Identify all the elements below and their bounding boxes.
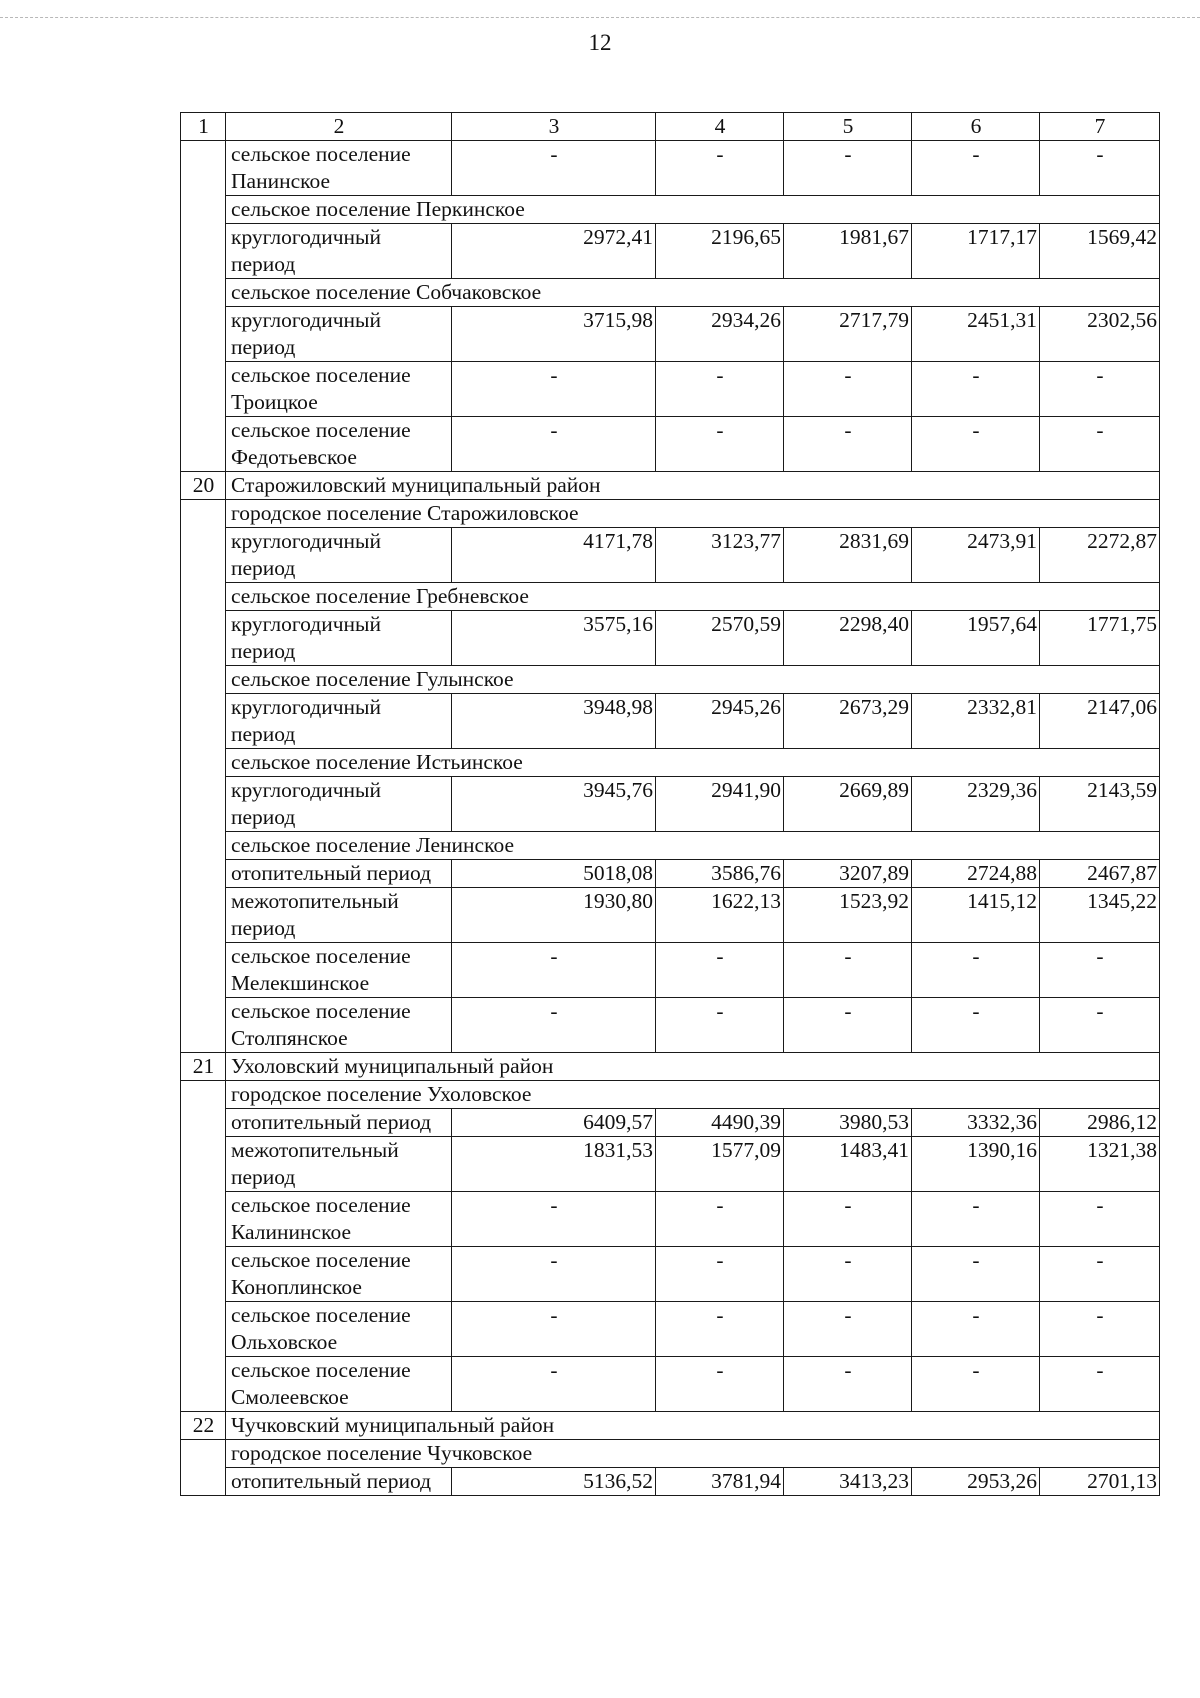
value-cell: 2570,59: [656, 611, 784, 666]
value-cell: 3781,94: [656, 1468, 784, 1496]
value-cell: 1930,80: [452, 888, 656, 943]
district-name: Ухоловский муниципальный район: [226, 1053, 1160, 1081]
period-row: [181, 777, 1160, 832]
header-cell: 6: [912, 113, 1040, 141]
settlement-name: сельское поселение Ольховское: [226, 1302, 452, 1357]
empty-value-cell: -: [1040, 417, 1160, 472]
header-cell: 4: [656, 113, 784, 141]
empty-value-cell: -: [784, 998, 912, 1053]
tariff-table: [180, 112, 1160, 1496]
value-cell: 2298,40: [784, 611, 912, 666]
empty-value-cell: -: [784, 1302, 912, 1357]
value-cell: 3715,98: [452, 307, 656, 362]
value-cell: 3413,23: [784, 1468, 912, 1496]
district-row: [181, 472, 1160, 500]
district-row: [181, 1412, 1160, 1440]
index-cell-empty: [181, 500, 226, 1053]
period-label: межотопительный период: [226, 888, 452, 943]
value-cell: 3123,77: [656, 528, 784, 583]
period-row: [181, 694, 1160, 749]
header-cell: 3: [452, 113, 656, 141]
value-cell: 2467,87: [1040, 860, 1160, 888]
value-cell: 1415,12: [912, 888, 1040, 943]
value-cell: 1771,75: [1040, 611, 1160, 666]
settlement-row: [181, 1081, 1160, 1109]
settlement-dash-row: [181, 417, 1160, 472]
settlement-name: сельское поселение Истьинское: [226, 749, 1160, 777]
value-cell: 2272,87: [1040, 528, 1160, 583]
index-cell-empty: [181, 141, 226, 472]
empty-value-cell: -: [656, 1302, 784, 1357]
header-cell: 1: [181, 113, 226, 141]
value-cell: 3207,89: [784, 860, 912, 888]
value-cell: 2986,12: [1040, 1109, 1160, 1137]
period-label: круглогодичный период: [226, 777, 452, 832]
table-body: [181, 113, 1160, 1496]
empty-value-cell: -: [452, 417, 656, 472]
settlement-dash-row: [181, 1302, 1160, 1357]
empty-value-cell: -: [912, 362, 1040, 417]
value-cell: 2332,81: [912, 694, 1040, 749]
period-label: круглогодичный период: [226, 611, 452, 666]
settlement-name: городское поселение Чучковское: [226, 1440, 1160, 1468]
period-row: [181, 1137, 1160, 1192]
settlement-name: сельское поселение Троицкое: [226, 362, 452, 417]
value-cell: 1717,17: [912, 224, 1040, 279]
period-label: круглогодичный период: [226, 224, 452, 279]
settlement-name: сельское поселение Панинское: [226, 141, 452, 196]
empty-value-cell: -: [912, 417, 1040, 472]
value-cell: 2147,06: [1040, 694, 1160, 749]
district-index: 21: [181, 1053, 226, 1081]
empty-value-cell: -: [452, 1192, 656, 1247]
value-cell: 2673,29: [784, 694, 912, 749]
empty-value-cell: -: [452, 141, 656, 196]
empty-value-cell: -: [784, 417, 912, 472]
settlement-dash-row: [181, 943, 1160, 998]
value-cell: 4490,39: [656, 1109, 784, 1137]
empty-value-cell: -: [1040, 998, 1160, 1053]
header-cell: 5: [784, 113, 912, 141]
value-cell: 1321,38: [1040, 1137, 1160, 1192]
value-cell: 1577,09: [656, 1137, 784, 1192]
period-row: [181, 307, 1160, 362]
district-name: Старожиловский муниципальный район: [226, 472, 1160, 500]
period-label: отопительный период: [226, 860, 452, 888]
settlement-name: сельское поселение Мелекшинское: [226, 943, 452, 998]
settlement-row: [181, 196, 1160, 224]
value-cell: 2196,65: [656, 224, 784, 279]
empty-value-cell: -: [912, 1192, 1040, 1247]
period-row: [181, 611, 1160, 666]
value-cell: 5018,08: [452, 860, 656, 888]
empty-value-cell: -: [656, 1357, 784, 1412]
empty-value-cell: -: [912, 1302, 1040, 1357]
empty-value-cell: -: [656, 417, 784, 472]
value-cell: 2831,69: [784, 528, 912, 583]
value-cell: 3575,16: [452, 611, 656, 666]
empty-value-cell: -: [784, 1192, 912, 1247]
settlement-dash-row: [181, 141, 1160, 196]
district-index: 22: [181, 1412, 226, 1440]
settlement-dash-row: [181, 1247, 1160, 1302]
page-number: 12: [588, 30, 612, 55]
empty-value-cell: -: [452, 362, 656, 417]
empty-value-cell: -: [452, 1357, 656, 1412]
settlement-name: сельское поселение Собчаковское: [226, 279, 1160, 307]
period-row: [181, 1468, 1160, 1496]
empty-value-cell: -: [1040, 1357, 1160, 1412]
settlement-name: сельское поселение Калининское: [226, 1192, 452, 1247]
period-row: [181, 528, 1160, 583]
header-cell: 7: [1040, 113, 1160, 141]
empty-value-cell: -: [1040, 362, 1160, 417]
value-cell: 2143,59: [1040, 777, 1160, 832]
value-cell: 1345,22: [1040, 888, 1160, 943]
settlement-dash-row: [181, 1192, 1160, 1247]
value-cell: 2473,91: [912, 528, 1040, 583]
value-cell: 3948,98: [452, 694, 656, 749]
value-cell: 2717,79: [784, 307, 912, 362]
empty-value-cell: -: [1040, 1192, 1160, 1247]
empty-value-cell: -: [912, 943, 1040, 998]
empty-value-cell: -: [656, 362, 784, 417]
index-cell-empty: [181, 1081, 226, 1412]
period-row: [181, 1109, 1160, 1137]
value-cell: 3980,53: [784, 1109, 912, 1137]
value-cell: 1981,67: [784, 224, 912, 279]
settlement-row: [181, 500, 1160, 528]
empty-value-cell: -: [912, 998, 1040, 1053]
empty-value-cell: -: [452, 943, 656, 998]
settlement-name: сельское поселение Коноплинское: [226, 1247, 452, 1302]
value-cell: 1831,53: [452, 1137, 656, 1192]
settlement-row: [181, 749, 1160, 777]
value-cell: 2329,36: [912, 777, 1040, 832]
value-cell: 1523,92: [784, 888, 912, 943]
value-cell: 1957,64: [912, 611, 1040, 666]
empty-value-cell: -: [656, 1247, 784, 1302]
settlement-name: городское поселение Ухоловское: [226, 1081, 1160, 1109]
empty-value-cell: -: [1040, 943, 1160, 998]
period-label: отопительный период: [226, 1109, 452, 1137]
scan-artifact-line: [0, 17, 1200, 18]
value-cell: 2669,89: [784, 777, 912, 832]
district-row: [181, 1053, 1160, 1081]
settlement-row: [181, 832, 1160, 860]
settlement-name: сельское поселение Ленинское: [226, 832, 1160, 860]
empty-value-cell: -: [784, 141, 912, 196]
settlement-row: [181, 666, 1160, 694]
period-label: круглогодичный период: [226, 528, 452, 583]
settlement-name: сельское поселение Смолеевское: [226, 1357, 452, 1412]
period-label: отопительный период: [226, 1468, 452, 1496]
settlement-name: сельское поселение Гребневское: [226, 583, 1160, 611]
empty-value-cell: -: [784, 1247, 912, 1302]
district-name: Чучковский муниципальный район: [226, 1412, 1160, 1440]
empty-value-cell: -: [912, 1357, 1040, 1412]
settlement-dash-row: [181, 362, 1160, 417]
value-cell: 3332,36: [912, 1109, 1040, 1137]
value-cell: 2934,26: [656, 307, 784, 362]
value-cell: 4171,78: [452, 528, 656, 583]
period-label: круглогодичный период: [226, 307, 452, 362]
value-cell: 2945,26: [656, 694, 784, 749]
value-cell: 1390,16: [912, 1137, 1040, 1192]
settlement-name: сельское поселение Федотьевское: [226, 417, 452, 472]
period-row: [181, 888, 1160, 943]
empty-value-cell: -: [912, 141, 1040, 196]
empty-value-cell: -: [1040, 1302, 1160, 1357]
value-cell: 2724,88: [912, 860, 1040, 888]
period-label: круглогодичный период: [226, 694, 452, 749]
period-row: [181, 860, 1160, 888]
settlement-name: сельское поселение Столпянское: [226, 998, 452, 1053]
period-row: [181, 224, 1160, 279]
settlement-row: [181, 583, 1160, 611]
value-cell: 2302,56: [1040, 307, 1160, 362]
empty-value-cell: -: [656, 943, 784, 998]
empty-value-cell: -: [784, 362, 912, 417]
empty-value-cell: -: [656, 1192, 784, 1247]
index-cell-empty: [181, 1440, 226, 1496]
value-cell: 6409,57: [452, 1109, 656, 1137]
district-index: 20: [181, 472, 226, 500]
value-cell: 2451,31: [912, 307, 1040, 362]
settlement-dash-row: [181, 998, 1160, 1053]
settlement-name: сельское поселение Гулынское: [226, 666, 1160, 694]
empty-value-cell: -: [452, 1302, 656, 1357]
header-cell: 2: [226, 113, 452, 141]
settlement-dash-row: [181, 1357, 1160, 1412]
settlement-row: [181, 279, 1160, 307]
empty-value-cell: -: [1040, 141, 1160, 196]
value-cell: 1622,13: [656, 888, 784, 943]
value-cell: 3586,76: [656, 860, 784, 888]
empty-value-cell: -: [452, 1247, 656, 1302]
value-cell: 1483,41: [784, 1137, 912, 1192]
empty-value-cell: -: [656, 998, 784, 1053]
empty-value-cell: -: [784, 1357, 912, 1412]
value-cell: 2953,26: [912, 1468, 1040, 1496]
header-row: [181, 113, 1160, 141]
settlement-name: городское поселение Старожиловское: [226, 500, 1160, 528]
period-label: межотопительный период: [226, 1137, 452, 1192]
value-cell: 1569,42: [1040, 224, 1160, 279]
value-cell: 5136,52: [452, 1468, 656, 1496]
settlement-name: сельское поселение Перкинское: [226, 196, 1160, 224]
empty-value-cell: -: [912, 1247, 1040, 1302]
empty-value-cell: -: [1040, 1247, 1160, 1302]
empty-value-cell: -: [656, 141, 784, 196]
value-cell: 2941,90: [656, 777, 784, 832]
settlement-row: [181, 1440, 1160, 1468]
value-cell: 2972,41: [452, 224, 656, 279]
empty-value-cell: -: [452, 998, 656, 1053]
value-cell: 2701,13: [1040, 1468, 1160, 1496]
empty-value-cell: -: [784, 943, 912, 998]
value-cell: 3945,76: [452, 777, 656, 832]
